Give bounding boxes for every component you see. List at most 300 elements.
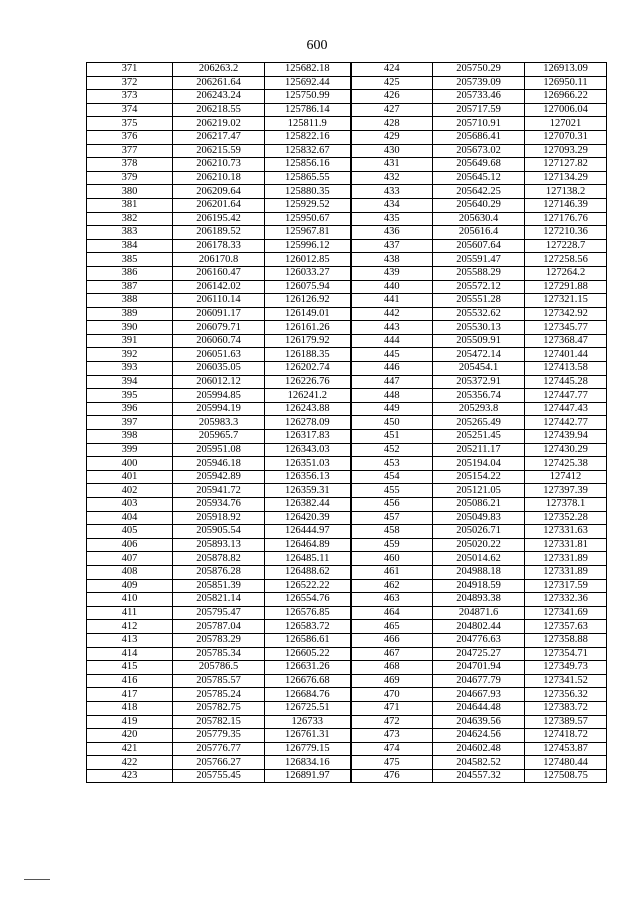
x-coordinate-left: 206201.64 — [173, 198, 265, 212]
point-number-left: 373 — [87, 90, 173, 104]
x-coordinate-left: 206243.24 — [173, 90, 265, 104]
point-number-right: 452 — [351, 443, 433, 457]
table-row — [87, 76, 607, 90]
table-row — [87, 198, 607, 212]
table-row — [87, 552, 607, 566]
table-row — [87, 321, 607, 335]
x-coordinate-right: 205649.68 — [433, 158, 525, 172]
x-coordinate-left: 206079.71 — [173, 321, 265, 335]
x-coordinate-left: 205786.5 — [173, 661, 265, 675]
point-number-left: 382 — [87, 212, 173, 226]
point-number-left: 377 — [87, 144, 173, 158]
y-coordinate-right: 127425.38 — [525, 457, 607, 471]
y-coordinate-right: 127331.89 — [525, 552, 607, 566]
point-number-left: 380 — [87, 185, 173, 199]
x-coordinate-right: 205630.4 — [433, 212, 525, 226]
x-coordinate-right: 204988.18 — [433, 565, 525, 579]
y-coordinate-left: 126075.94 — [265, 280, 351, 294]
table-row — [87, 212, 607, 226]
x-coordinate-left: 206219.02 — [173, 117, 265, 131]
y-coordinate-right: 127383.72 — [525, 701, 607, 715]
x-coordinate-right: 205026.71 — [433, 525, 525, 539]
coordinate-table — [86, 62, 607, 783]
x-coordinate-left: 205893.13 — [173, 538, 265, 552]
table-row — [87, 701, 607, 715]
y-coordinate-right: 127442.77 — [525, 416, 607, 430]
table-row — [87, 579, 607, 593]
y-coordinate-left: 126684.76 — [265, 688, 351, 702]
point-number-right: 436 — [351, 226, 433, 240]
point-number-right: 447 — [351, 375, 433, 389]
point-number-right: 460 — [351, 552, 433, 566]
y-coordinate-right: 127368.47 — [525, 334, 607, 348]
table-row — [87, 538, 607, 552]
y-coordinate-left: 125786.14 — [265, 103, 351, 117]
y-coordinate-left: 126444.97 — [265, 525, 351, 539]
y-coordinate-left: 126725.51 — [265, 701, 351, 715]
x-coordinate-right: 204725.27 — [433, 647, 525, 661]
x-coordinate-right: 205645.12 — [433, 171, 525, 185]
table-row — [87, 158, 607, 172]
x-coordinate-right: 205293.8 — [433, 402, 525, 416]
coordinate-table-body — [87, 63, 607, 783]
point-number-left: 396 — [87, 402, 173, 416]
y-coordinate-right: 127412 — [525, 470, 607, 484]
y-coordinate-right: 127291.88 — [525, 280, 607, 294]
y-coordinate-right: 127317.59 — [525, 579, 607, 593]
x-coordinate-right: 205750.29 — [433, 63, 525, 77]
y-coordinate-right: 127332.36 — [525, 593, 607, 607]
x-coordinate-left: 205905.54 — [173, 525, 265, 539]
point-number-left: 414 — [87, 647, 173, 661]
y-coordinate-right: 127331.63 — [525, 525, 607, 539]
point-number-left: 383 — [87, 226, 173, 240]
x-coordinate-left: 206012.12 — [173, 375, 265, 389]
point-number-left: 387 — [87, 280, 173, 294]
y-coordinate-left: 125856.16 — [265, 158, 351, 172]
y-coordinate-left: 125832.67 — [265, 144, 351, 158]
x-coordinate-left: 205821.14 — [173, 593, 265, 607]
point-number-left: 407 — [87, 552, 173, 566]
point-number-right: 450 — [351, 416, 433, 430]
x-coordinate-left: 206195.42 — [173, 212, 265, 226]
y-coordinate-left: 126522.22 — [265, 579, 351, 593]
x-coordinate-right: 205640.29 — [433, 198, 525, 212]
table-row — [87, 661, 607, 675]
point-number-left: 371 — [87, 63, 173, 77]
y-coordinate-left: 126356.13 — [265, 470, 351, 484]
point-number-left: 421 — [87, 742, 173, 756]
point-number-left: 386 — [87, 266, 173, 280]
y-coordinate-left: 126576.85 — [265, 606, 351, 620]
x-coordinate-right: 205710.91 — [433, 117, 525, 131]
y-coordinate-left: 125822.16 — [265, 130, 351, 144]
x-coordinate-right: 205530.13 — [433, 321, 525, 335]
table-row — [87, 348, 607, 362]
table-row — [87, 63, 607, 77]
x-coordinate-right: 205686.41 — [433, 130, 525, 144]
point-number-left: 397 — [87, 416, 173, 430]
point-number-right: 473 — [351, 729, 433, 743]
point-number-right: 455 — [351, 484, 433, 498]
y-coordinate-right: 127439.94 — [525, 430, 607, 444]
table-row — [87, 185, 607, 199]
x-coordinate-left: 205795.47 — [173, 606, 265, 620]
point-number-left: 393 — [87, 362, 173, 376]
x-coordinate-left: 206210.73 — [173, 158, 265, 172]
y-coordinate-right: 127453.87 — [525, 742, 607, 756]
table-row — [87, 375, 607, 389]
y-coordinate-right: 127341.52 — [525, 674, 607, 688]
point-number-left: 374 — [87, 103, 173, 117]
table-row — [87, 511, 607, 525]
y-coordinate-right: 127352.28 — [525, 511, 607, 525]
y-coordinate-left: 126834.16 — [265, 756, 351, 770]
y-coordinate-left: 126226.76 — [265, 375, 351, 389]
x-coordinate-left: 205942.89 — [173, 470, 265, 484]
y-coordinate-left: 125865.55 — [265, 171, 351, 185]
y-coordinate-right: 127397.39 — [525, 484, 607, 498]
point-number-right: 451 — [351, 430, 433, 444]
x-coordinate-left: 205776.77 — [173, 742, 265, 756]
x-coordinate-right: 205572.12 — [433, 280, 525, 294]
point-number-left: 413 — [87, 633, 173, 647]
point-number-right: 432 — [351, 171, 433, 185]
x-coordinate-left: 205941.72 — [173, 484, 265, 498]
y-coordinate-right: 127146.39 — [525, 198, 607, 212]
point-number-right: 429 — [351, 130, 433, 144]
x-coordinate-right: 205121.05 — [433, 484, 525, 498]
point-number-left: 402 — [87, 484, 173, 498]
x-coordinate-right: 205014.62 — [433, 552, 525, 566]
point-number-left: 388 — [87, 294, 173, 308]
table-row — [87, 742, 607, 756]
y-coordinate-right: 127445.28 — [525, 375, 607, 389]
x-coordinate-right: 204677.79 — [433, 674, 525, 688]
point-number-left: 372 — [87, 76, 173, 90]
point-number-right: 464 — [351, 606, 433, 620]
point-number-left: 381 — [87, 198, 173, 212]
y-coordinate-left: 126891.97 — [265, 769, 351, 783]
point-number-left: 404 — [87, 511, 173, 525]
point-number-left: 420 — [87, 729, 173, 743]
table-row — [87, 266, 607, 280]
point-number-left: 379 — [87, 171, 173, 185]
y-coordinate-right: 127210.36 — [525, 226, 607, 240]
point-number-right: 465 — [351, 620, 433, 634]
point-number-right: 462 — [351, 579, 433, 593]
y-coordinate-left: 126033.27 — [265, 266, 351, 280]
point-number-left: 415 — [87, 661, 173, 675]
y-coordinate-right: 127358.88 — [525, 633, 607, 647]
y-coordinate-left: 126351.03 — [265, 457, 351, 471]
y-coordinate-right: 127389.57 — [525, 715, 607, 729]
point-number-left: 375 — [87, 117, 173, 131]
point-number-left: 405 — [87, 525, 173, 539]
y-coordinate-right: 127418.72 — [525, 729, 607, 743]
point-number-right: 448 — [351, 389, 433, 403]
y-coordinate-right: 126950.11 — [525, 76, 607, 90]
x-coordinate-left: 205946.18 — [173, 457, 265, 471]
table-row — [87, 90, 607, 104]
y-coordinate-left: 126586.61 — [265, 633, 351, 647]
table-row — [87, 253, 607, 267]
y-coordinate-right: 127345.77 — [525, 321, 607, 335]
x-coordinate-left: 205766.27 — [173, 756, 265, 770]
point-number-right: 439 — [351, 266, 433, 280]
point-number-left: 395 — [87, 389, 173, 403]
point-number-left: 399 — [87, 443, 173, 457]
x-coordinate-left: 205983.3 — [173, 416, 265, 430]
y-coordinate-right: 127357.63 — [525, 620, 607, 634]
y-coordinate-left: 126149.01 — [265, 307, 351, 321]
table-row — [87, 715, 607, 729]
point-number-left: 422 — [87, 756, 173, 770]
point-number-right: 425 — [351, 76, 433, 90]
x-coordinate-left: 206110.14 — [173, 294, 265, 308]
table-row — [87, 402, 607, 416]
x-coordinate-right: 204871.6 — [433, 606, 525, 620]
y-coordinate-right: 127413.58 — [525, 362, 607, 376]
table-row — [87, 620, 607, 634]
y-coordinate-left: 126605.22 — [265, 647, 351, 661]
y-coordinate-left: 126631.26 — [265, 661, 351, 675]
x-coordinate-left: 205965.7 — [173, 430, 265, 444]
point-number-right: 440 — [351, 280, 433, 294]
x-coordinate-left: 205782.75 — [173, 701, 265, 715]
y-coordinate-left: 126179.92 — [265, 334, 351, 348]
y-coordinate-right: 127342.92 — [525, 307, 607, 321]
point-number-right: 431 — [351, 158, 433, 172]
y-coordinate-left: 125811.9 — [265, 117, 351, 131]
footer-rule — [24, 879, 50, 880]
x-coordinate-right: 205588.29 — [433, 266, 525, 280]
point-number-right: 472 — [351, 715, 433, 729]
point-number-left: 390 — [87, 321, 173, 335]
point-number-right: 444 — [351, 334, 433, 348]
y-coordinate-right: 127006.04 — [525, 103, 607, 117]
point-number-right: 463 — [351, 593, 433, 607]
point-number-right: 471 — [351, 701, 433, 715]
y-coordinate-right: 127134.29 — [525, 171, 607, 185]
table-row — [87, 239, 607, 253]
table-row — [87, 226, 607, 240]
x-coordinate-right: 204893.38 — [433, 593, 525, 607]
x-coordinate-left: 205755.45 — [173, 769, 265, 783]
table-row — [87, 525, 607, 539]
table-row — [87, 389, 607, 403]
x-coordinate-right: 205509.91 — [433, 334, 525, 348]
y-coordinate-left: 126485.11 — [265, 552, 351, 566]
x-coordinate-right: 204644.48 — [433, 701, 525, 715]
y-coordinate-left: 125880.35 — [265, 185, 351, 199]
point-number-right: 475 — [351, 756, 433, 770]
x-coordinate-right: 205211.17 — [433, 443, 525, 457]
point-number-right: 435 — [351, 212, 433, 226]
point-number-right: 459 — [351, 538, 433, 552]
point-number-right: 426 — [351, 90, 433, 104]
y-coordinate-right: 127264.2 — [525, 266, 607, 280]
y-coordinate-right: 127508.75 — [525, 769, 607, 783]
point-number-right: 466 — [351, 633, 433, 647]
y-coordinate-right: 127070.31 — [525, 130, 607, 144]
x-coordinate-right: 205739.09 — [433, 76, 525, 90]
point-number-right: 446 — [351, 362, 433, 376]
table-row — [87, 769, 607, 783]
x-coordinate-right: 204624.56 — [433, 729, 525, 743]
point-number-left: 394 — [87, 375, 173, 389]
x-coordinate-left: 205783.29 — [173, 633, 265, 647]
x-coordinate-left: 206215.59 — [173, 144, 265, 158]
point-number-right: 456 — [351, 498, 433, 512]
y-coordinate-right: 126913.09 — [525, 63, 607, 77]
y-coordinate-right: 127356.32 — [525, 688, 607, 702]
y-coordinate-right: 127430.29 — [525, 443, 607, 457]
point-number-right: 458 — [351, 525, 433, 539]
x-coordinate-right: 205020.22 — [433, 538, 525, 552]
point-number-left: 418 — [87, 701, 173, 715]
table-row — [87, 457, 607, 471]
table-row — [87, 430, 607, 444]
point-number-left: 401 — [87, 470, 173, 484]
y-coordinate-right: 127341.69 — [525, 606, 607, 620]
x-coordinate-right: 205551.28 — [433, 294, 525, 308]
point-number-right: 453 — [351, 457, 433, 471]
point-number-left: 391 — [87, 334, 173, 348]
x-coordinate-left: 205994.19 — [173, 402, 265, 416]
y-coordinate-right: 127093.29 — [525, 144, 607, 158]
x-coordinate-left: 205779.35 — [173, 729, 265, 743]
table-row — [87, 593, 607, 607]
point-number-left: 389 — [87, 307, 173, 321]
table-row — [87, 362, 607, 376]
y-coordinate-left: 126278.09 — [265, 416, 351, 430]
table-row — [87, 103, 607, 117]
point-number-right: 424 — [351, 63, 433, 77]
y-coordinate-left: 125692.44 — [265, 76, 351, 90]
y-coordinate-left: 126733 — [265, 715, 351, 729]
y-coordinate-left: 126202.74 — [265, 362, 351, 376]
x-coordinate-right: 205717.59 — [433, 103, 525, 117]
x-coordinate-left: 206209.64 — [173, 185, 265, 199]
point-number-right: 470 — [351, 688, 433, 702]
point-number-left: 400 — [87, 457, 173, 471]
y-coordinate-left: 126488.62 — [265, 565, 351, 579]
x-coordinate-right: 204776.63 — [433, 633, 525, 647]
table-row — [87, 647, 607, 661]
point-number-right: 433 — [351, 185, 433, 199]
x-coordinate-right: 205194.04 — [433, 457, 525, 471]
x-coordinate-left: 206035.05 — [173, 362, 265, 376]
point-number-right: 468 — [351, 661, 433, 675]
x-coordinate-left: 206263.2 — [173, 63, 265, 77]
point-number-right: 467 — [351, 647, 433, 661]
y-coordinate-left: 126161.26 — [265, 321, 351, 335]
x-coordinate-right: 205251.45 — [433, 430, 525, 444]
y-coordinate-left: 126676.68 — [265, 674, 351, 688]
x-coordinate-left: 205918.92 — [173, 511, 265, 525]
x-coordinate-right: 205591.47 — [433, 253, 525, 267]
point-number-left: 385 — [87, 253, 173, 267]
x-coordinate-right: 205642.25 — [433, 185, 525, 199]
x-coordinate-left: 206178.33 — [173, 239, 265, 253]
y-coordinate-left: 126761.31 — [265, 729, 351, 743]
point-number-right: 438 — [351, 253, 433, 267]
x-coordinate-left: 206218.55 — [173, 103, 265, 117]
x-coordinate-right: 204582.52 — [433, 756, 525, 770]
point-number-right: 441 — [351, 294, 433, 308]
table-row — [87, 144, 607, 158]
x-coordinate-right: 205049.83 — [433, 511, 525, 525]
x-coordinate-right: 204701.94 — [433, 661, 525, 675]
x-coordinate-right: 204667.93 — [433, 688, 525, 702]
y-coordinate-right: 127354.71 — [525, 647, 607, 661]
table-row — [87, 565, 607, 579]
y-coordinate-right: 127331.89 — [525, 565, 607, 579]
x-coordinate-right: 204639.56 — [433, 715, 525, 729]
point-number-right: 442 — [351, 307, 433, 321]
y-coordinate-left: 125929.52 — [265, 198, 351, 212]
point-number-right: 443 — [351, 321, 433, 335]
x-coordinate-left: 205994.85 — [173, 389, 265, 403]
point-number-right: 434 — [351, 198, 433, 212]
x-coordinate-left: 205785.24 — [173, 688, 265, 702]
y-coordinate-left: 126241.2 — [265, 389, 351, 403]
y-coordinate-left: 126420.39 — [265, 511, 351, 525]
x-coordinate-left: 206261.64 — [173, 76, 265, 90]
point-number-right: 437 — [351, 239, 433, 253]
x-coordinate-left: 206160.47 — [173, 266, 265, 280]
table-row — [87, 443, 607, 457]
x-coordinate-left: 205934.76 — [173, 498, 265, 512]
table-row — [87, 334, 607, 348]
y-coordinate-right: 127447.77 — [525, 389, 607, 403]
x-coordinate-left: 205851.39 — [173, 579, 265, 593]
x-coordinate-right: 205616.4 — [433, 226, 525, 240]
table-row — [87, 674, 607, 688]
y-coordinate-left: 126583.72 — [265, 620, 351, 634]
x-coordinate-left: 206091.17 — [173, 307, 265, 321]
x-coordinate-right: 205472.14 — [433, 348, 525, 362]
point-number-right: 445 — [351, 348, 433, 362]
y-coordinate-left: 126012.85 — [265, 253, 351, 267]
point-number-right: 428 — [351, 117, 433, 131]
table-row — [87, 117, 607, 131]
point-number-right: 449 — [351, 402, 433, 416]
point-number-left: 417 — [87, 688, 173, 702]
point-number-right: 476 — [351, 769, 433, 783]
point-number-left: 416 — [87, 674, 173, 688]
y-coordinate-right: 127127.82 — [525, 158, 607, 172]
y-coordinate-right: 127349.73 — [525, 661, 607, 675]
x-coordinate-right: 204557.32 — [433, 769, 525, 783]
point-number-left: 410 — [87, 593, 173, 607]
x-coordinate-right: 205532.62 — [433, 307, 525, 321]
y-coordinate-left: 126554.76 — [265, 593, 351, 607]
x-coordinate-right: 204802.44 — [433, 620, 525, 634]
x-coordinate-right: 205673.02 — [433, 144, 525, 158]
point-number-left: 411 — [87, 606, 173, 620]
point-number-right: 427 — [351, 103, 433, 117]
y-coordinate-left: 125950.67 — [265, 212, 351, 226]
table-row — [87, 606, 607, 620]
point-number-left: 419 — [87, 715, 173, 729]
table-row — [87, 688, 607, 702]
x-coordinate-right: 205372.91 — [433, 375, 525, 389]
x-coordinate-left: 205785.34 — [173, 647, 265, 661]
page-number: 600 — [306, 38, 328, 53]
point-number-right: 454 — [351, 470, 433, 484]
